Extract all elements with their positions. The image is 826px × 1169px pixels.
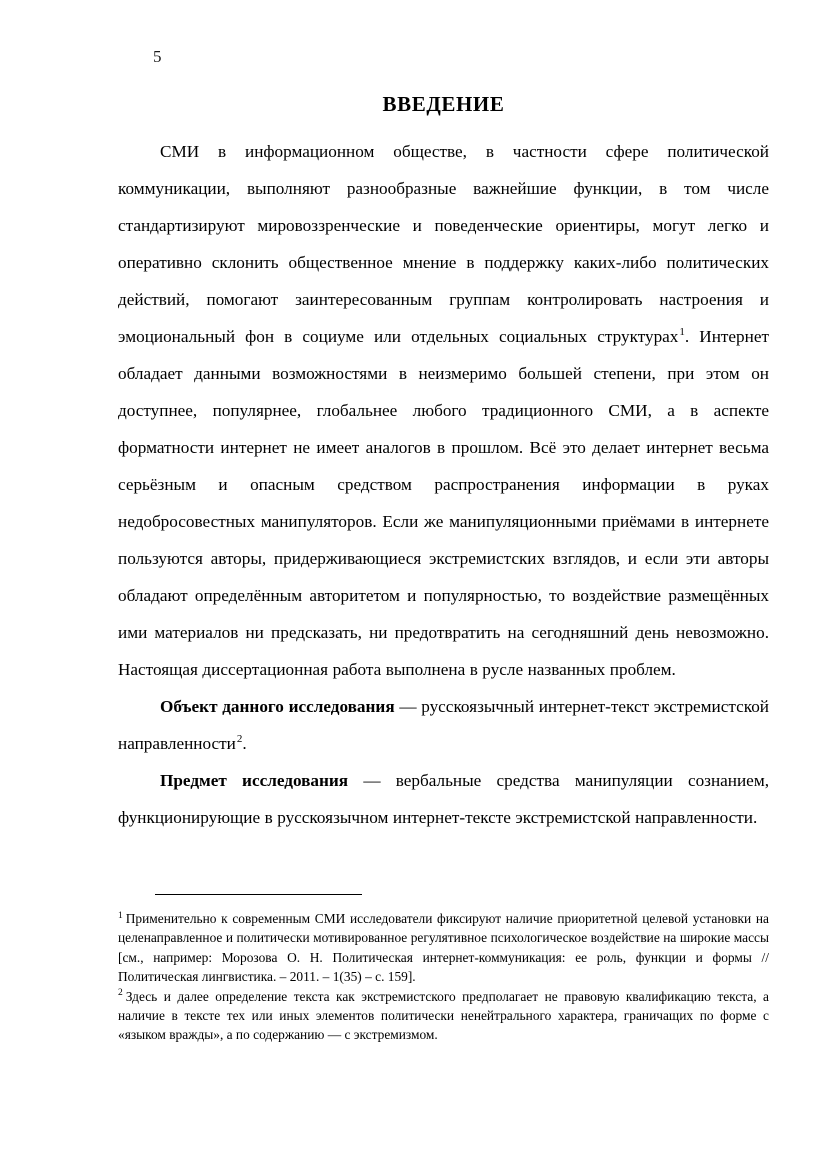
paragraph-intro-text-a: СМИ в информационном обществе, в частности сфере политической коммуникации, выполняют разнообразные важнейшие функции, в том числе стандартизируют мировоззренческие и поведенческие ориентиры, могут легко и оперативно склонить общественное мнение в поддержку каких-либо политических действий, помогают заинтересованным группам контролировать настроения и эмоциональный фон в социуме или отдельных социальных структурах	[118, 142, 769, 347]
footnote-ref-2[interactable]: 2	[236, 733, 243, 746]
subject-text: — вербальные средства манипуляции сознанием, функционирующие в русскоязычном интернет-тексте экстремистской направленности.	[118, 771, 769, 828]
footnote-marker-1: 1	[118, 910, 123, 921]
footnote-text-1: Применительно к современным СМИ исследователи фиксируют наличие приоритетной целевой установки на целенаправленное и политически мотивированное регулятивное психологическое воздействие на широкие массы [см., например: Морозова О. Н. Политическая интернет-коммуникация: ее роль, функции и формы // Политическая лингвистика. – 2011. – 1(35) – с. 159].	[118, 911, 769, 985]
paragraph-intro	[118, 133, 769, 688]
footnote-ref-1[interactable]: 1	[679, 326, 685, 339]
footnote-item	[118, 909, 769, 987]
footnote-item	[118, 987, 769, 1045]
footnote-section	[118, 894, 769, 1045]
document-body	[118, 92, 769, 836]
paragraph-intro-text-b: . Интернет обладает данными возможностями в неизмеримо большей степени, при этом он доступнее, популярнее, глобальнее любого традиционного СМИ, а в аспекте форматности интернет не имеет аналогов в прошлом. Всё это делает интернет весьма серьёзным и опасным средством распространения информации в руках недобросовестных манипуляторов. Если же манипуляционными приёмами в интернете пользуются авторы, придерживающиеся экстремистских взглядов, и если эти авторы обладают определённым авторитетом и популярностью, то воздействие размещённых ими материалов ни предсказать, ни предотвратить на сегодняшний день невозможно. Настоящая диссертационная работа выполнена в русле названных проблем.	[118, 327, 769, 680]
object-text-b: .	[242, 734, 247, 754]
footnote-separator-rule	[155, 894, 362, 895]
footnote-marker-2: 2	[118, 988, 123, 999]
paragraph-object	[118, 688, 769, 762]
paragraph-subject	[118, 762, 769, 836]
page-title: ВВЕДЕНИЕ	[382, 92, 505, 116]
subject-heading: Предмет исследования	[160, 771, 349, 791]
object-heading: Объект данного исследования	[160, 697, 395, 717]
footnote-text-2: Здесь и далее определение текста как экстремистского предполагает не правовую квалификацию текста, а наличие в тексте тех или иных элементов политически ненейтрального характера, граничащих по форме с «языком вражды», а по содержанию — с экстремизмом.	[118, 988, 769, 1043]
page-number: 5	[153, 47, 162, 66]
object-text-a: — русскоязычный интернет-текст экстремистской направленности	[118, 697, 769, 754]
